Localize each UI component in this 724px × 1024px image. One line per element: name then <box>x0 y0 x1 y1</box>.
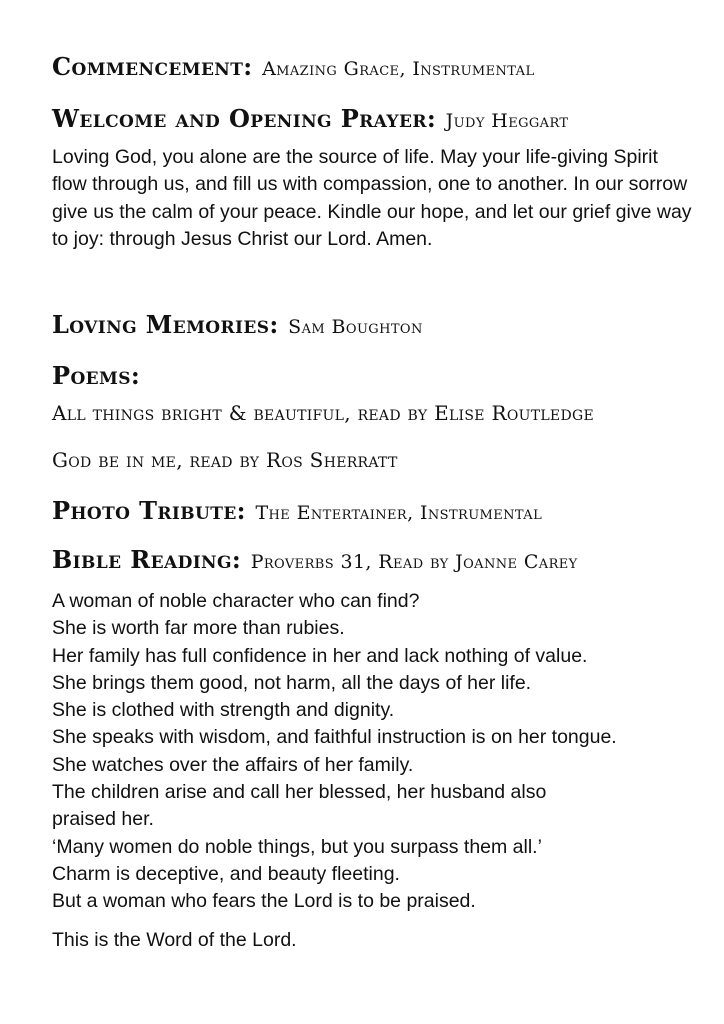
reading-line: But a woman who fears the Lord is to be praised. <box>52 890 476 913</box>
commencement-label: Commencement: <box>52 52 253 81</box>
reading-line: The children arise and call her blessed, her husband also <box>52 781 547 804</box>
bible-reading-label: Bible Reading: <box>52 545 242 574</box>
bible-reading-detail: Proverbs 31, Read by Joanne Carey <box>250 551 578 573</box>
commencement-detail: Amazing Grace, Instrumental <box>262 58 535 80</box>
poems-heading <box>52 361 140 390</box>
reading-line: ‘Many women do noble things, but you surpass them all.’ <box>52 835 542 858</box>
reading-line: praised her. <box>52 808 154 831</box>
poem-item: God be in me, read by Ros Sherratt <box>52 448 398 472</box>
photo-tribute-detail: The Entertainer, Instrumental <box>255 502 543 524</box>
photo-tribute-label: Photo Tribute: <box>52 496 246 525</box>
commencement-heading <box>52 52 534 81</box>
bible-reading-heading <box>52 545 578 574</box>
reading-line: She is worth far more than rubies. <box>52 617 345 640</box>
memories-detail: Sam Boughton <box>288 316 423 338</box>
memories-label: Loving Memories: <box>52 310 279 339</box>
bible-reading-text <box>52 588 712 916</box>
welcome-heading <box>52 104 569 133</box>
photo-tribute-heading <box>52 496 542 525</box>
reading-line: She speaks with wisdom, and faithful instruction is on her tongue. <box>52 726 617 749</box>
reading-line: She brings them good, not harm, all the days of her life. <box>52 671 532 694</box>
memories-heading <box>52 310 423 339</box>
opening-prayer-text: Loving God, you alone are the source of life. May your life-giving Spirit flow through us, and fill us with compassion, one to another. In our sorrow give us the calm of your peace. Kindle our hope, and let our grief give way to joy: through Jesus Christ our Lord. Amen. <box>52 146 692 250</box>
reading-line: A woman of noble character who can find? <box>52 590 420 612</box>
reading-line: She is clothed with strength and dignity. <box>52 699 395 722</box>
reading-line: Charm is deceptive, and beauty fleeting. <box>52 862 400 885</box>
reading-line: She watches over the affairs of her family. <box>52 753 414 776</box>
welcome-label: Welcome and Opening Prayer: <box>52 104 437 133</box>
reading-line: Her family has full confidence in her and lack nothing of value. <box>52 644 588 667</box>
reading-closing-text: This is the Word of the Lord. <box>52 929 297 951</box>
poems-label: Poems: <box>52 361 141 390</box>
welcome-detail: Judy Heggart <box>445 110 569 132</box>
poem-item: All things bright & beautiful, read by Elise Routledge <box>52 401 594 425</box>
